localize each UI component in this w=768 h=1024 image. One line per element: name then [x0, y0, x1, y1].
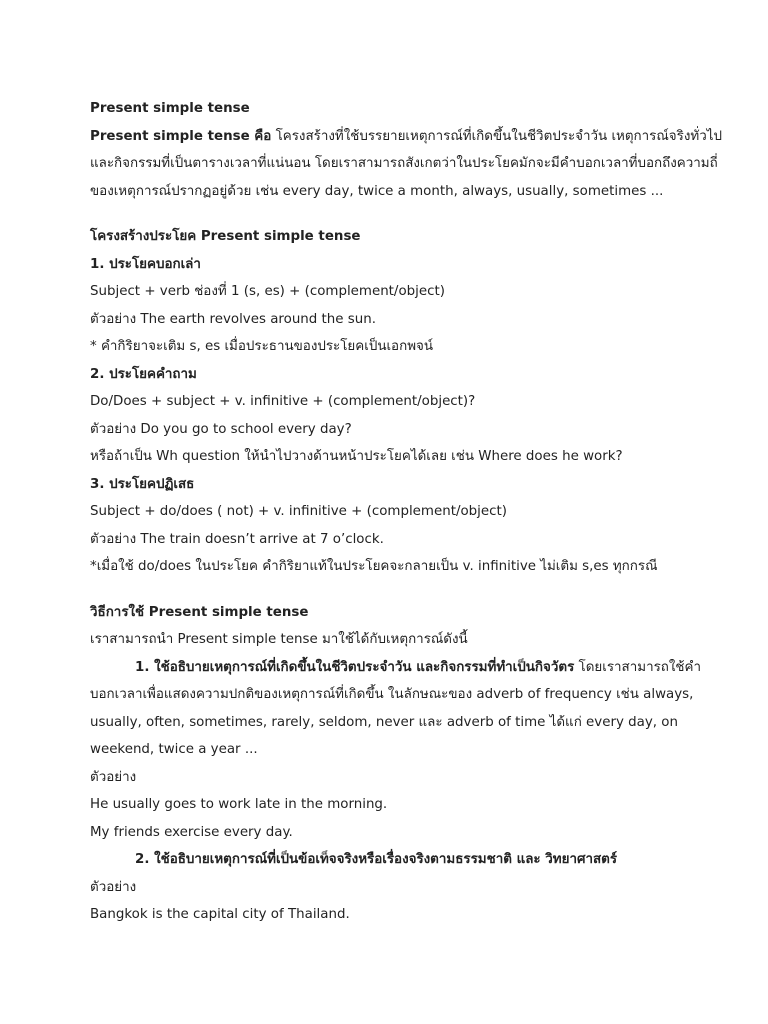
- intro-term: Present simple tense คือ: [90, 128, 272, 144]
- question-heading: 2. ประโยคคำถาม: [90, 366, 197, 382]
- usage-item-2-heading: 2. ใช้อธิบายเหตุการณ์ที่เป็นข้อเท็จจริงหรือเรื่องจริงตามธรรมชาติ และ วิทยาศาสตร์: [135, 852, 618, 867]
- intro-line-1-rest: โครงสร้างที่ใช้บรรยายเหตุการณ์ที่เกิดขึ้นในชีวิตประจำวัน เหตุการณ์จริงทั่วไป: [271, 128, 722, 144]
- usage-item-1-line-1: [90, 654, 710, 682]
- usage-item-2-example-label: ตัวอย่าง: [90, 879, 137, 895]
- usage-item-1-example: He usually goes to work late in the morning.: [90, 797, 388, 812]
- section-gap: [90, 581, 710, 599]
- negative-note: *เมื่อใช้ do/does ในประโยค คำกิริยาแท้ในประโยคจะกลายเป็น v. infinitive ไม่เติม s,es ทุกกรณี: [90, 559, 658, 574]
- usage-item-1-bold: 1. ใช้อธิบายเหตุการณ์ที่เกิดขึ้นในชีวิตประจำวัน และกิจกรรมที่ทำเป็นกิจวัตร: [135, 659, 575, 675]
- section-gap: [90, 205, 710, 223]
- document-title: Present simple tense: [90, 101, 250, 116]
- usage-item-1-line-2: บอกเวลาเพื่อแสดงความปกติของเหตุการณ์ที่เกิดขึ้น ในลักษณะของ adverb of frequency เช่น always,: [90, 687, 694, 702]
- usage-item-1-line-3: usually, often, sometimes, rarely, seldom, never และ adverb of time ได้แก่ every day, on: [90, 714, 678, 730]
- affirmative-example: ตัวอย่าง The earth revolves around the sun.: [90, 311, 376, 327]
- usage-intro: เราสามารถนำ Present simple tense มาใช้ได้กับเหตุการณ์ดังนี้: [90, 632, 468, 647]
- intro-line-1: [90, 123, 722, 151]
- usage-item-2-example: Bangkok is the capital city of Thailand.: [90, 907, 350, 922]
- structure-heading: โครงสร้างประโยค Present simple tense: [90, 229, 361, 244]
- usage-heading: วิธีการใช้ Present simple tense: [90, 604, 309, 620]
- usage-item-1-example-label: ตัวอย่าง: [90, 769, 137, 785]
- question-formula: Do/Does + subject + v. infinitive + (complement/object)?: [90, 394, 476, 409]
- usage-item-1-example: My friends exercise every day.: [90, 824, 293, 840]
- question-example: ตัวอย่าง Do you go to school every day?: [90, 421, 352, 437]
- negative-formula: Subject + do/does ( not) + v. infinitive + (complement/object): [90, 504, 507, 519]
- affirmative-formula: Subject + verb ช่องที่ 1 (s, es) + (complement/object): [90, 284, 445, 299]
- negative-heading: 3. ประโยคปฏิเสธ: [90, 476, 195, 492]
- usage-item-1-line-4: weekend, twice a year ...: [90, 742, 258, 757]
- negative-example: ตัวอย่าง The train doesn’t arrive at 7 o’clock.: [90, 531, 384, 547]
- question-note: หรือถ้าเป็น Wh question ให้นำไปวางด้านหน้าประโยคได้เลย เช่น Where does he work?: [90, 449, 623, 464]
- affirmative-heading: 1. ประโยคบอกเล่า: [90, 256, 201, 272]
- usage-item-1-rest: โดยเราสามารถใช้คำ: [574, 659, 702, 675]
- document-body: [90, 95, 722, 929]
- intro-line-2: และกิจกรรมที่เป็นตารางเวลาที่แน่นอน โดยเราสามารถสังเกตว่าในประโยคมักจะมีคำบอกเวลาที่บอกถึงความถี่: [90, 156, 718, 171]
- affirmative-note: * คำกิริยาจะเติม s, es เมื่อประธานของประโยคเป็นเอกพจน์: [90, 339, 434, 354]
- intro-line-3: ของเหตุการณ์ปรากฏอยู่ด้วย เช่น every day, twice a month, always, usually, sometimes ...: [90, 183, 664, 199]
